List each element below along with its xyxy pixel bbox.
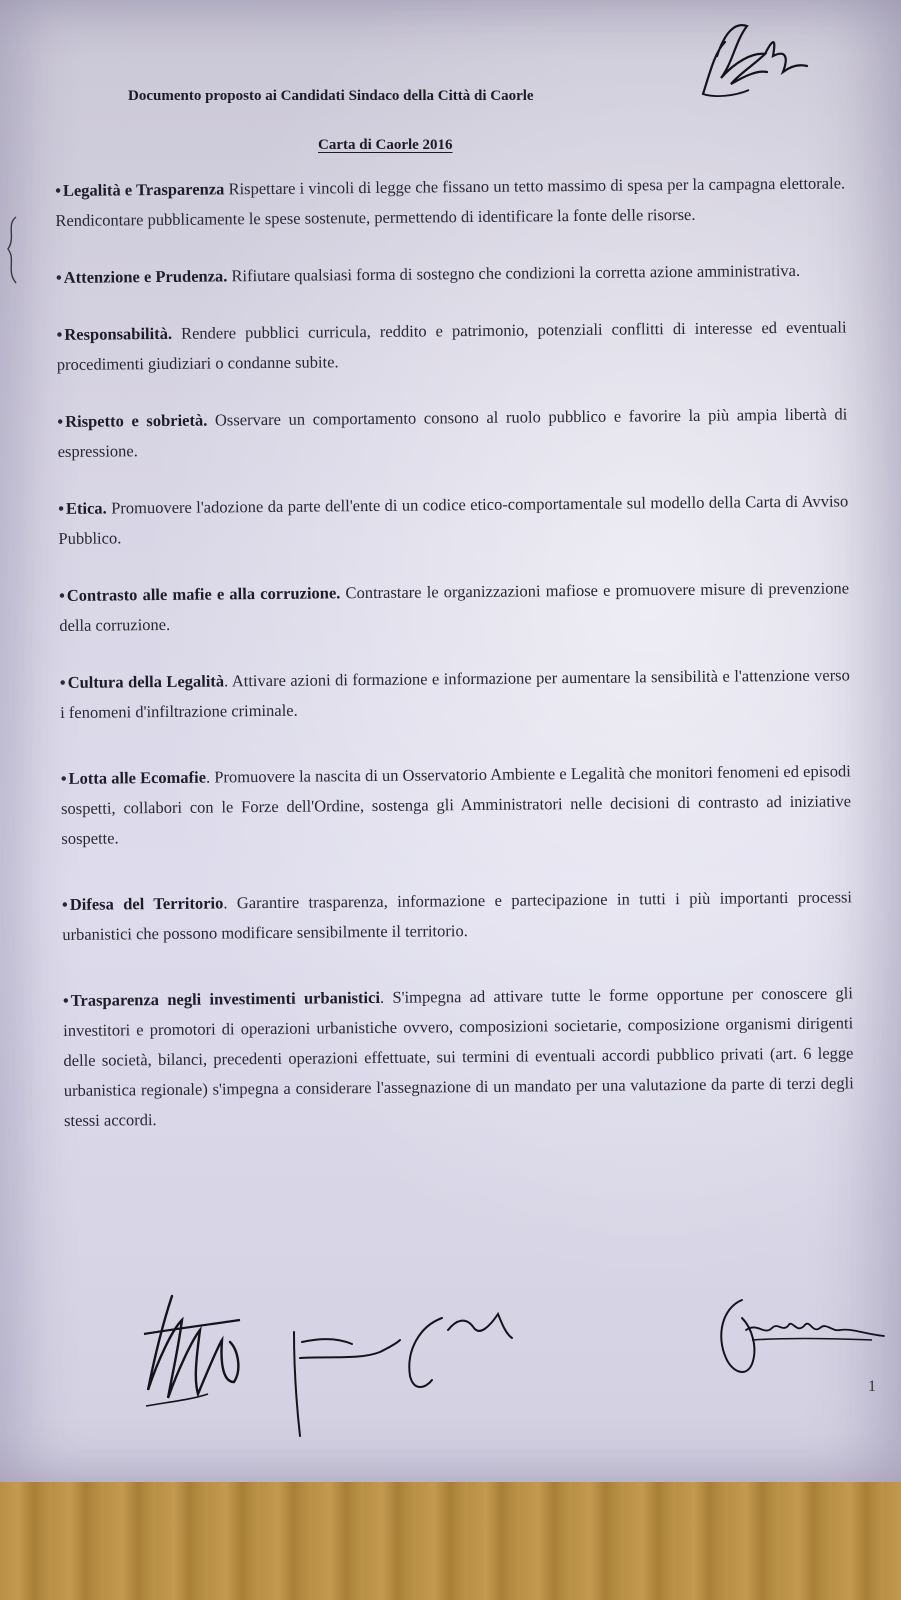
item-label: Trasparenza negli investimenti urbanistici (70, 987, 381, 1010)
item-label: Legalità e Trasparenza (62, 179, 225, 200)
bullet-mark: • (60, 768, 67, 788)
signature-bottom-left (138, 1290, 248, 1410)
item-label: Etica. (65, 498, 107, 518)
item-text: . Promuovere la nascita di un Osservatorio Ambiente e Legalità che monitori fenomeni ed episodi sospetti, collabori con le Forze dell'Ordine, sostenga gli Amministratori nelle decisioni di contrasto ad iniziative sospette. (60, 761, 852, 848)
list-item (58, 486, 849, 554)
list-item (62, 882, 853, 950)
item-label: Responsabilità. (64, 323, 173, 344)
charter-items (55, 168, 854, 1163)
signature-top-right (695, 12, 815, 107)
item-label: Rispetto e sobrietà. (65, 410, 208, 431)
bullet-mark: • (55, 180, 62, 200)
item-text: Rispettare i vincoli di legge che fissano un tetto massimo di spesa per la campagna elettorale. Rendicontare pubblicamente le spese sostenute, permettendo di identificare la fonte delle risorse. (55, 173, 846, 230)
bullet-mark: • (57, 411, 64, 431)
bullet-mark: • (56, 324, 63, 344)
list-item (57, 399, 848, 467)
list-item (56, 255, 846, 293)
document-title: Carta di Caorle 2016 (318, 137, 453, 153)
bullet-mark: • (58, 498, 65, 518)
item-label: Cultura della Legalità (67, 671, 225, 692)
item-text: Contrastare le organizzazioni mafiose e promuovere misure di prevenzione della corruzione. (59, 578, 850, 635)
list-item (61, 756, 852, 854)
page-number: 1 (868, 1378, 876, 1395)
item-text: . Attivare azioni di formazione e informazione per aumentare la sensibilità e l'attenzione verso i fenomeni d'infiltrazione criminale. (60, 665, 850, 722)
list-item (59, 573, 850, 641)
item-text: Rifiutare qualsiasi forma di sostegno che condizioni la corretta azione amministrativa. (227, 260, 801, 286)
item-text: Osservare un comportamento consono al ruolo pubblico e favorire la più ampia libertà di espressione. (57, 404, 848, 461)
item-text: Promuovere l'adozione da parte dell'ente di un codice etico-comportamentale sul modello della Carta di Avviso Pubblico. (58, 491, 849, 548)
list-item (56, 312, 847, 380)
item-text: . S'impegna ad attivare tutte le forme opportune per conoscere gli investitori e promotori di operazioni urbanistiche ovvero, composizioni societarie, composizione organismi dirigenti delle società, bilanci, precedenti operazioni effettuate, sui termini di eventuali accordi pubblico privati (art. 6 legge urbanistica regionale) s'impegna a considerare l'assegnazione di un mandato per una valutazione da parte di terzi degli stessi accordi. (63, 983, 854, 1130)
bullet-mark: • (59, 672, 66, 692)
list-item (55, 168, 846, 236)
item-label: Lotta alle Ecomafie (68, 767, 207, 788)
item-text: . Garantire trasparenza, informazione e partecipazione in tutti i più importanti processi urbanistici che possono modificare sensibilmente il territorio. (62, 887, 853, 944)
list-item (63, 978, 854, 1136)
bullet-mark: • (55, 267, 62, 287)
list-item (60, 660, 851, 728)
wooden-table-surface (0, 1482, 901, 1600)
bullet-mark: • (61, 894, 68, 914)
signature-bottom-center (280, 1300, 530, 1440)
item-label: Contrasto alle mafie e alla corruzione. (66, 583, 341, 605)
item-label: Difesa del Territorio (69, 893, 224, 914)
item-text: Rendere pubblici curricula, reddito e patrimonio, potenziali conflitti di interesse ed eventuali procedimenti giudiziari o condanne subite. (56, 317, 847, 374)
document-header: Documento proposto ai Candidati Sindaco della Città di Caorle (128, 88, 534, 104)
item-label: Attenzione e Prudenza. (63, 266, 228, 287)
bullet-mark: • (62, 990, 69, 1010)
bullet-mark: • (58, 585, 65, 605)
margin-bracket-mark (2, 215, 20, 290)
signature-bottom-right (712, 1288, 892, 1388)
